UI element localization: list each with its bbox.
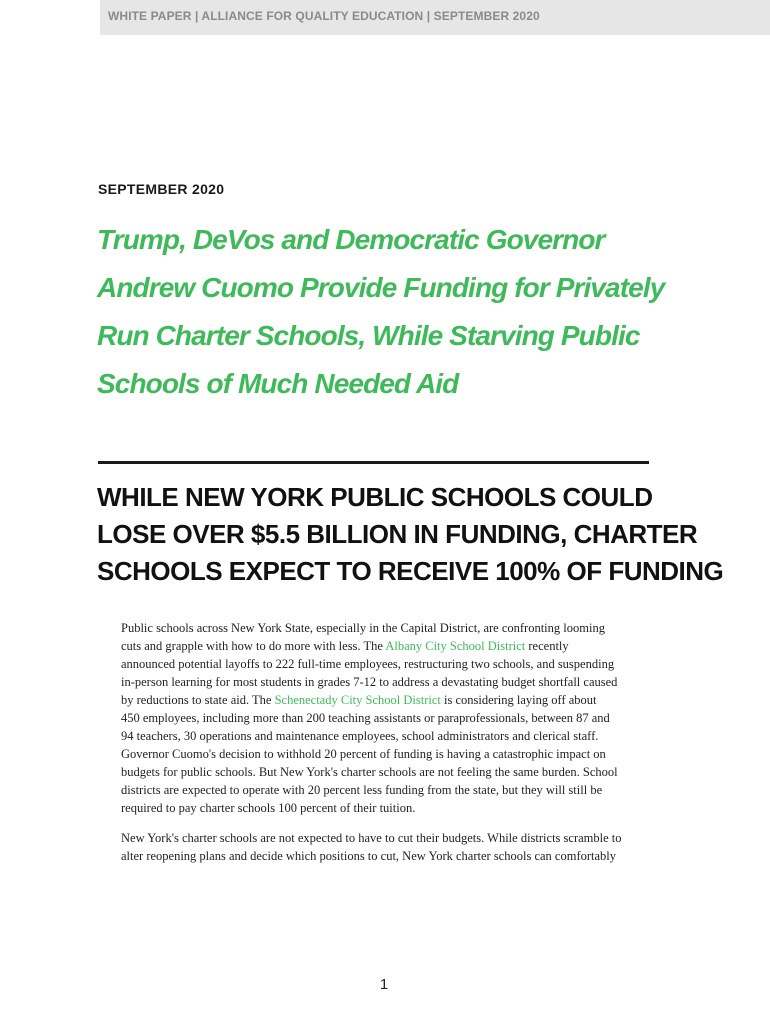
page-number: 1 bbox=[379, 976, 389, 993]
heading-line: WHILE NEW YORK PUBLIC SCHOOLS COULD bbox=[97, 482, 653, 512]
header-text: WHITE PAPER | ALLIANCE FOR QUALITY EDUCATION | SEPTEMBER 2020 bbox=[108, 9, 540, 23]
text-line: 94 teachers, 30 operations and maintenance employees, school administrators and clerical staff. bbox=[121, 729, 599, 743]
date-label: SEPTEMBER 2020 bbox=[98, 181, 225, 197]
text-segment: recently bbox=[525, 639, 569, 653]
paragraph-2 bbox=[121, 829, 661, 865]
text-line: announced potential layoffs to 222 full-time employees, restructuring two schools, and suspending bbox=[121, 657, 615, 671]
text-line: New York's charter schools are not expected to have to cut their budgets. While districts scramble to bbox=[121, 831, 622, 845]
text-line bbox=[121, 637, 661, 655]
albany-district-link[interactable]: Albany City School District bbox=[385, 639, 526, 653]
text-line bbox=[121, 691, 661, 709]
text-segment: is considering laying off about bbox=[440, 693, 597, 707]
title-line: Schools of Much Needed Aid bbox=[97, 368, 459, 399]
header-bar bbox=[100, 0, 770, 35]
text-line: budgets for public schools. But New York's charter schools are not feeling the same burden. School bbox=[121, 765, 618, 779]
text-line: Public schools across New York State, especially in the Capital District, are confronting looming bbox=[121, 621, 605, 635]
text-line: alter reopening plans and decide which positions to cut, New York charter schools can comfortably bbox=[121, 849, 617, 863]
text-line: in-person learning for most students in grades 7-12 to address a devastating budget shortfall caused bbox=[121, 675, 618, 689]
paragraph-1 bbox=[121, 619, 661, 817]
heading-line: SCHOOLS EXPECT TO RECEIVE 100% OF FUNDING bbox=[97, 556, 724, 586]
text-line: Governor Cuomo's decision to withhold 20 percent of funding is having a catastrophic impact on bbox=[121, 747, 606, 761]
section-divider bbox=[98, 461, 649, 464]
title-line: Run Charter Schools, While Starving Public bbox=[97, 320, 640, 351]
heading-line: LOSE OVER $5.5 BILLION IN FUNDING, CHARTER bbox=[97, 519, 698, 549]
text-line: 450 employees, including more than 200 teaching assistants or paraprofessionals, between 87 and bbox=[121, 711, 610, 725]
text-segment: by reductions to state aid. The bbox=[121, 693, 275, 707]
body-text bbox=[121, 619, 661, 877]
title-line: Trump, DeVos and Democratic Governor bbox=[97, 224, 605, 255]
title-line: Andrew Cuomo Provide Funding for Privately bbox=[97, 272, 665, 303]
schenectady-district-link[interactable]: Schenectady City School District bbox=[274, 693, 441, 707]
text-line: districts are expected to operate with 20 percent less funding from the state, but they will still be bbox=[121, 783, 603, 797]
text-line: required to pay charter schools 100 percent of their tuition. bbox=[121, 801, 416, 815]
page-title bbox=[97, 216, 697, 408]
section-heading bbox=[97, 479, 724, 590]
text-segment: cuts and grapple with how to do more with less. The bbox=[121, 639, 386, 653]
